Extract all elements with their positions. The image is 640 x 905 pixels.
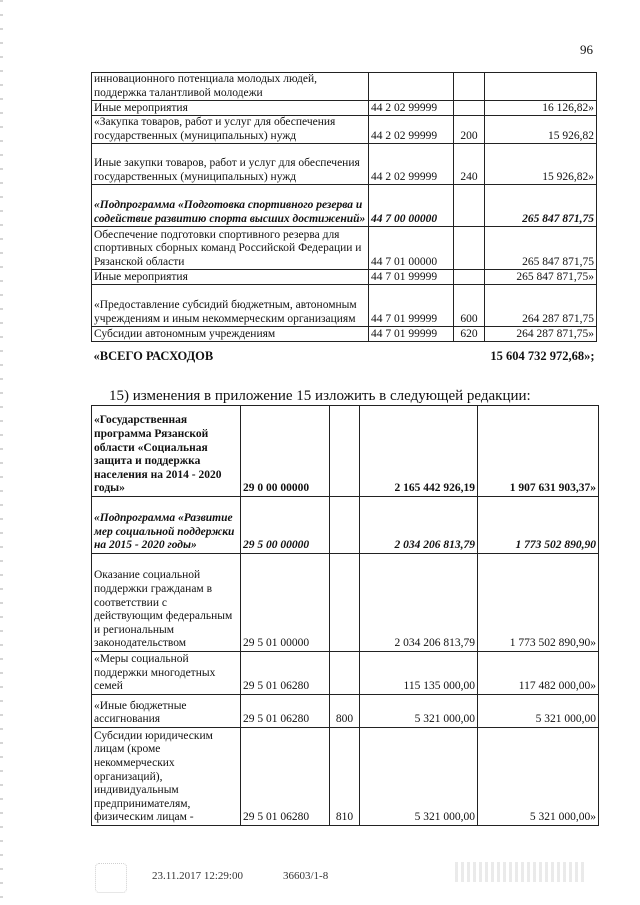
- row-label: Субсидии автономным учреждениям: [92, 327, 369, 342]
- row-label: инновационного потенциала молодых людей, поддержка талантливой молодежи: [92, 73, 369, 101]
- row-amount-2019: 2 034 206 813,79: [360, 497, 478, 554]
- table-row: [92, 497, 599, 554]
- row-amount: 265 847 871,75: [485, 185, 597, 227]
- row-amount-2020: 1 907 631 903,37»: [478, 406, 599, 497]
- row-code: 44 7 01 99999: [369, 285, 454, 327]
- row-kvr: [454, 227, 485, 270]
- section-intro: 15) изменения в приложение 15 изложить в следующей редакции:: [109, 388, 531, 404]
- row-code: 44 2 02 99999: [369, 144, 454, 185]
- row-label: «Меры социальной поддержки многодетных семей: [92, 652, 241, 695]
- row-amount: 15 926,82: [485, 116, 597, 144]
- row-amount: 264 287 871,75»: [485, 327, 597, 342]
- row-kvr: 240: [454, 144, 485, 185]
- row-kvr: [454, 101, 485, 116]
- row-label: Субсидии юридическим лицам (кроме некоммерческих организаций), индивидуальным предпринимателям, физическим лицам -: [92, 728, 241, 826]
- row-amount: 16 126,82»: [485, 101, 597, 116]
- row-amount-2019: 2 165 442 926,19: [360, 406, 478, 497]
- row-amount-2020: 1 773 502 890,90»: [478, 554, 599, 652]
- row-code: 44 7 01 00000: [369, 227, 454, 270]
- table-row: [92, 73, 597, 101]
- table-row: [92, 270, 597, 285]
- stamp-mark: [95, 863, 127, 893]
- row-kvr: 810: [330, 728, 360, 826]
- table-row: [92, 185, 597, 227]
- row-code: [369, 73, 454, 101]
- table-row: [92, 101, 597, 116]
- row-label: «Иные бюджетные ассигнования: [92, 695, 241, 728]
- row-code: 29 5 00 00000: [241, 497, 330, 554]
- row-code: 29 0 00 00000: [241, 406, 330, 497]
- total-label: «ВСЕГО РАСХОДОВ: [93, 349, 214, 364]
- row-kvr: [330, 554, 360, 652]
- row-amount: 15 926,82»: [485, 144, 597, 185]
- row-kvr: [330, 406, 360, 497]
- expenses-table-1: [91, 72, 597, 364]
- row-label: «Государственная программа Рязанской области «Социальная защита и поддержка населения на 2014 - 2020 годы»: [92, 406, 241, 497]
- table-row: [92, 728, 599, 826]
- row-code: 44 7 01 99999: [369, 270, 454, 285]
- table-row: [92, 144, 597, 185]
- row-code: 44 2 02 99999: [369, 101, 454, 116]
- row-amount-2020: 1 773 502 890,90: [478, 497, 599, 554]
- table-row: [92, 116, 597, 144]
- footer-datetime: 23.11.2017 12:29:00: [152, 870, 243, 882]
- stamp-mark-faded: [455, 862, 585, 882]
- scan-edge-marks: [0, 0, 3, 905]
- row-code: 44 7 00 00000: [369, 185, 454, 227]
- row-kvr: [454, 73, 485, 101]
- row-code: 44 2 02 99999: [369, 116, 454, 144]
- row-kvr: 800: [330, 695, 360, 728]
- expenses-table-2: [91, 405, 599, 826]
- table-row: [92, 652, 599, 695]
- row-code: 29 5 01 00000: [241, 554, 330, 652]
- row-kvr: 600: [454, 285, 485, 327]
- row-amount-2019: 2 034 206 813,79: [360, 554, 478, 652]
- row-label: Оказание социальной поддержки гражданам в соответствии с действующим федеральным и региональным законодательством: [92, 554, 241, 652]
- row-amount-2020: 5 321 000,00»: [478, 728, 599, 826]
- row-label: Обеспечение подготовки спортивного резерва для спортивных сборных команд Российской Федерации и Рязанской области: [92, 227, 369, 270]
- footer-doc-number: 36603/1-8: [283, 870, 329, 882]
- row-label: «Предоставление субсидий бюджетным, автономным учреждениям и иным некоммерческим организациям: [92, 285, 369, 327]
- row-code: 44 7 01 99999: [369, 327, 454, 342]
- row-amount-2019: 115 135 000,00: [360, 652, 478, 695]
- table-row: [92, 327, 597, 342]
- row-code: 29 5 01 06280: [241, 652, 330, 695]
- row-kvr: 200: [454, 116, 485, 144]
- table-row: [92, 227, 597, 270]
- page-number: 96: [580, 42, 593, 57]
- row-kvr: [454, 185, 485, 227]
- row-kvr: 620: [454, 327, 485, 342]
- row-kvr: [330, 497, 360, 554]
- total-row: [92, 342, 597, 364]
- row-amount-2019: 5 321 000,00: [360, 695, 478, 728]
- row-label: Иные мероприятия: [92, 270, 369, 285]
- row-amount: 265 847 871,75»: [485, 270, 597, 285]
- row-amount-2020: 5 321 000,00: [478, 695, 599, 728]
- row-amount: 264 287 871,75: [485, 285, 597, 327]
- row-kvr: [454, 270, 485, 285]
- row-label: «Подпрограмма «Подготовка спортивного резерва и содействие развитию спорта высших достижений»: [92, 185, 369, 227]
- row-code: 29 5 01 06280: [241, 728, 330, 826]
- table-row: [92, 285, 597, 327]
- row-amount: [485, 73, 597, 101]
- row-label: «Подпрограмма «Развитие мер социальной поддержки на 2015 - 2020 годы»: [92, 497, 241, 554]
- table-row: [92, 406, 599, 497]
- table-row: [92, 554, 599, 652]
- row-kvr: [330, 652, 360, 695]
- row-label: Иные закупки товаров, работ и услуг для обеспечения государственных (муниципальных) нужд: [92, 144, 369, 185]
- row-code: 29 5 01 06280: [241, 695, 330, 728]
- row-label: «Закупка товаров, работ и услуг для обеспечения государственных (муниципальных) нужд: [92, 116, 369, 144]
- row-amount: 265 847 871,75: [485, 227, 597, 270]
- total-amount: 15 604 732 972,68»;: [490, 349, 595, 364]
- row-amount-2019: 5 321 000,00: [360, 728, 478, 826]
- row-label: Иные мероприятия: [92, 101, 369, 116]
- table-row: [92, 695, 599, 728]
- row-amount-2020: 117 482 000,00»: [478, 652, 599, 695]
